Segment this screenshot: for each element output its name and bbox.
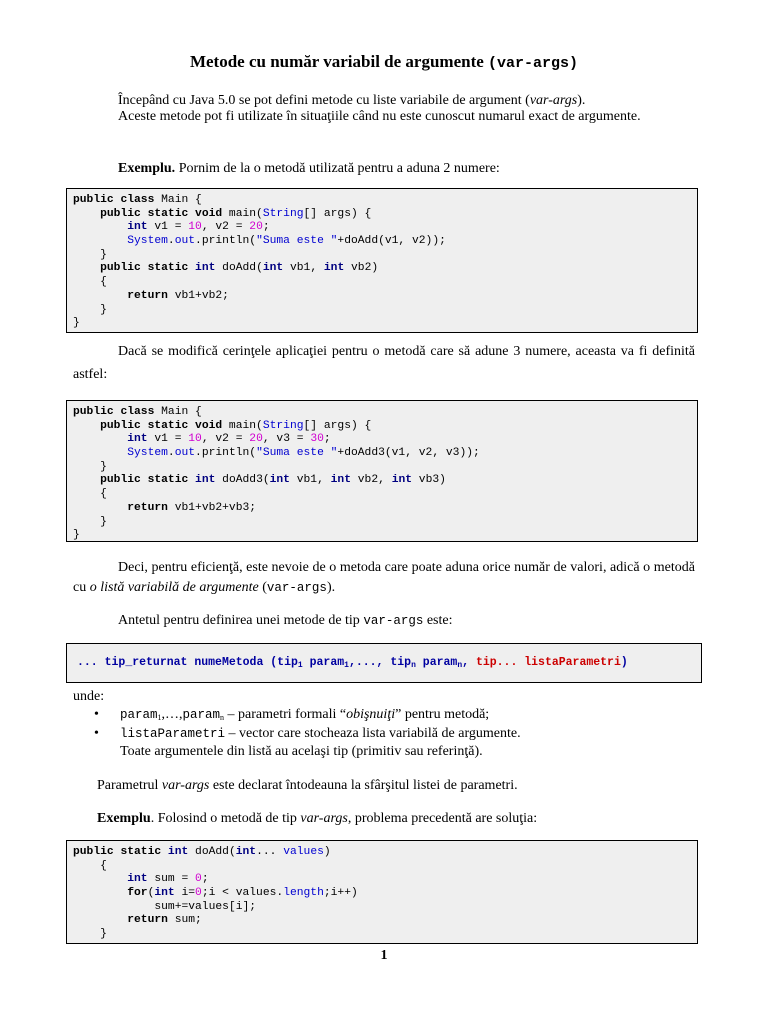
- code-block-varargs: public static int doAdd(int... values) { int sum = 0; for(int i=0;i < values.length;i++) sum+=values[i]; return sum; }: [66, 840, 698, 944]
- page-title: Metode cu număr variabil de argumente (var-args): [189, 52, 579, 72]
- page-number: 1: [380, 948, 388, 963]
- paragraph-header: Antetul pentru definirea unei metode de tip var-args este:: [118, 613, 453, 628]
- intro-line1: Începând cu Java 5.0 se pot defini metode cu liste variabile de argument (var-args).: [118, 93, 586, 108]
- unde-label: unde:: [73, 689, 105, 704]
- paragraph-3-numbers: Dacă se modifică cerinţele aplicaţiei pentru o metodă care să adune 3 numere, aceasta va fi definită astfel:: [73, 344, 695, 382]
- code-block-doadd2: public class Main { public static void main(String[] args) { int v1 = 10, v2 = 20; System.out.println("Suma este "+doAdd(v1, v2)); } public static int doAdd(int vb1, int vb2) { return vb1+vb2; } }: [66, 188, 698, 333]
- example2-intro: Exemplu. Folosind o metodă de tip var-args, problema precedentă are soluţia:: [97, 811, 538, 826]
- paragraph-efficiency: Deci, pentru eficienţă, este nevoie de o metoda care poate aduna orice număr de valori, adică o metodă cu o listă variabilă de argumente (var-args).: [73, 560, 695, 595]
- document-page: Metode cu număr variabil de argumente (var-args) Începând cu Java 5.0 se pot defini metode cu liste variabile de argument (var-args). Aceste metode pot fi utilizate în situaţiile când nu este cunoscut numarul exact de argumente. Exemplu. Pornim de la o metodă utilizată pentru a aduna 2 numere: public class Main { public static void main(String[] args) { int v1 = 10, v2 = 20; System.out.println("Suma este "+doAdd(v1, v2)); } public static int doAdd(int vb1, int vb2) { return vb1+vb2; } } Dacă se modifică cerinţele aplicaţiei pentru o metodă care să adune 3 numere, aceasta va fi definită astfel: public class Main { public static void main(String[] args) { int v1 = 10, v2 = 20, v3 = 30; System.out.println("Suma este "+doAdd3(v1, v2, v3)); } public static int doAdd3(int vb1, int vb2, int vb3) { return vb1+vb2+vb3; } } Deci, pentru eficienţă, este nevoie de o metoda care poate aduna orice număr de valori, adică o metodă cu o listă variabilă de argumente (var-args). Antetul pentru definirea unei metode de tip var-args este: ... tip_returnat numeMetoda (tip$_1$ param$_1$,..., tip$_n$ param$_n$, tip... listaParametri) unde: • param$_1$,…,param$_n$ – parametri formali “obişnuiţi” pentru metodă; • listaParametri – vector care stocheaza lista variabilă de argumente. Toate argumentele din listă au acelaşi tip (primitiv sau referinţă). Parametrul var-args este declarat întodeauna la sfârşitul listei de parametri. Exemplu. Folosind o metodă de tip var-args, problema precedentă are soluţia: public static int doAdd(int... values) { int sum = 0; for(int i=0;i < values.length;i++) sum+=values[i]; return sum; } 1: [0, 0, 768, 1024]
- example1-intro: Exemplu. Pornim de la o metodă utilizată pentru a aduna 2 numere:: [118, 161, 500, 176]
- intro-line2: Aceste metode pot fi utilizate în situaţiile când nu este cunoscut numarul exact de argumente.: [118, 109, 641, 124]
- paragraph-varargs-position: Parametrul var-args este declarat întodeauna la sfârşitul listei de parametri.: [97, 778, 518, 793]
- code-block-doadd3: public class Main { public static void main(String[] args) { int v1 = 10, v2 = 20, v3 = 30; System.out.println("Suma este "+doAdd3(v1, v2, v3)); } public static int doAdd3(int vb1, int vb2, int vb3) { return vb1+vb2+vb3; } }: [66, 400, 698, 542]
- signature-box: ... tip_returnat numeMetoda (tip$_1$ param$_1$,..., tip$_n$ param$_n$, tip... listaParametri): [66, 643, 702, 683]
